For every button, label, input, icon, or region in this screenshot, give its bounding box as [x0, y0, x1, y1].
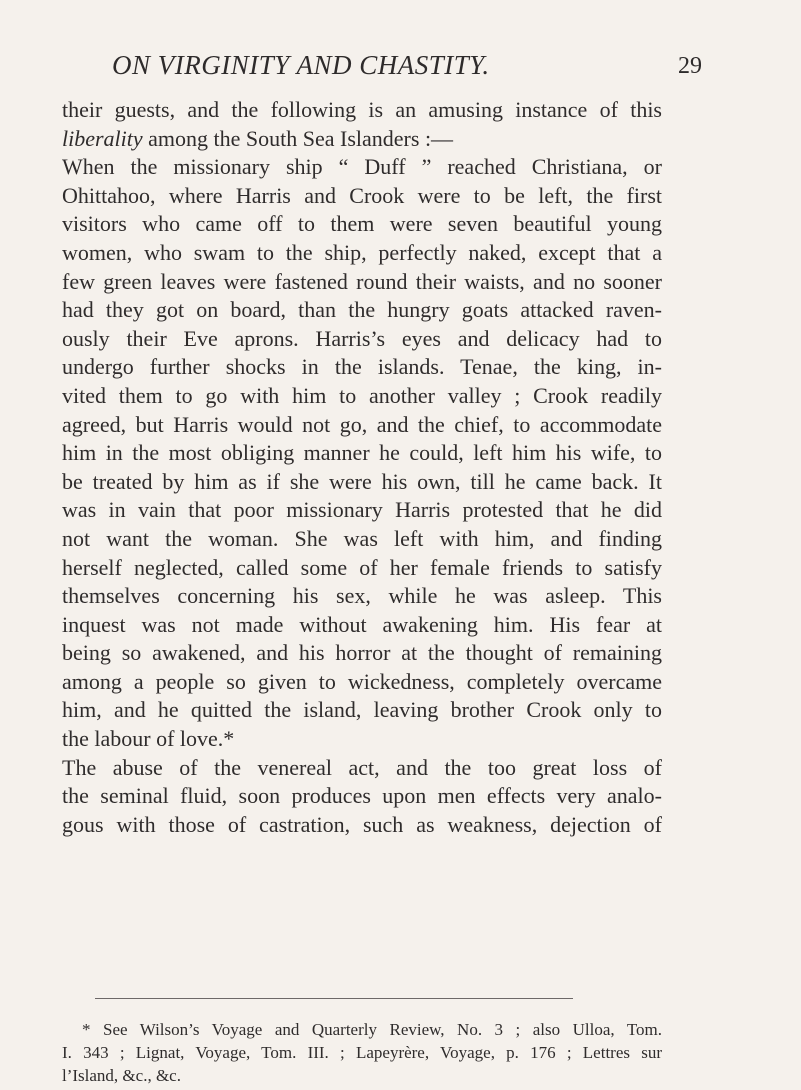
text-line: herself neglected, called some of her female friends to satisfy — [62, 554, 662, 580]
text-line: visitors who came off to them were seven beautiful young — [62, 211, 662, 237]
text-line: the seminal fluid, soon produces upon men effects very analo- — [62, 783, 662, 809]
footnote-line: l’Island, &c., &c. — [62, 1066, 181, 1085]
text-line: their guests, and the following is an amusing instance of this — [62, 97, 662, 122]
text-line: ously their Eve aprons. Harris’s eyes and delicacy had to — [62, 325, 662, 351]
text-line: When the missionary ship “ Duff ” reached Christiana, or — [62, 154, 662, 180]
text-fragment: among the South Sea Islanders :— — [142, 125, 454, 151]
text-line: themselves concerning his sex, while he was asleep. This — [62, 583, 662, 609]
text-line: the labour of love.* — [62, 726, 235, 752]
footnotes — [62, 1018, 662, 1087]
text-line: few green leaves were fastened round their waists, and no sooner — [62, 268, 662, 294]
italic-term: liberality — [62, 125, 143, 151]
text-line: being so awakened, and his horror at the thought of remaining — [62, 640, 662, 666]
running-head — [112, 50, 702, 90]
text-line: among a people so given to wickedness, completely overcame — [62, 668, 662, 694]
text-line: agreed, but Harris would not go, and the chief, to accommodate — [62, 411, 662, 437]
text-line: had they got on board, than the hungry goats attacked raven- — [62, 297, 662, 323]
footnote-line: * See Wilson’s Voyage and Quarterly Review, No. 3 ; also Ulloa, Tom. — [82, 1020, 662, 1039]
running-title: ON VIRGINITY AND CHASTITY. — [112, 50, 490, 80]
text-line: vited them to go with him to another valley ; Crook readily — [62, 382, 662, 408]
text-line: The abuse of the venereal act, and the too great loss of — [62, 754, 662, 780]
text-line: be treated by him as if she were his own, till he came back. It — [62, 468, 662, 494]
page-number: 29 — [678, 53, 702, 79]
text-line: him, and he quitted the island, leaving brother Crook only to — [62, 697, 662, 723]
text-line: inquest was not made without awakening him. His fear at — [62, 611, 662, 637]
text-line: Ohittahoo, where Harris and Crook were to be left, the first — [62, 182, 662, 208]
text-line: him in the most obliging manner he could, left him his wife, to — [62, 440, 662, 466]
body-text — [62, 96, 662, 839]
text-line: gous with those of castration, such as weakness, dejection of — [62, 811, 662, 837]
text-line — [62, 125, 662, 154]
text-line: not want the woman. She was left with him, and finding — [62, 525, 662, 551]
footnote-divider — [95, 998, 573, 999]
text-line: women, who swam to the ship, perfectly naked, except that a — [62, 239, 662, 265]
footnote-line: I. 343 ; Lignat, Voyage, Tom. III. ; Lapeyrère, Voyage, p. 176 ; Lettres sur — [62, 1043, 662, 1062]
text-line: was in vain that poor missionary Harris protested that he did — [62, 497, 662, 523]
text-line: undergo further shocks in the islands. Tenae, the king, in- — [62, 354, 662, 380]
